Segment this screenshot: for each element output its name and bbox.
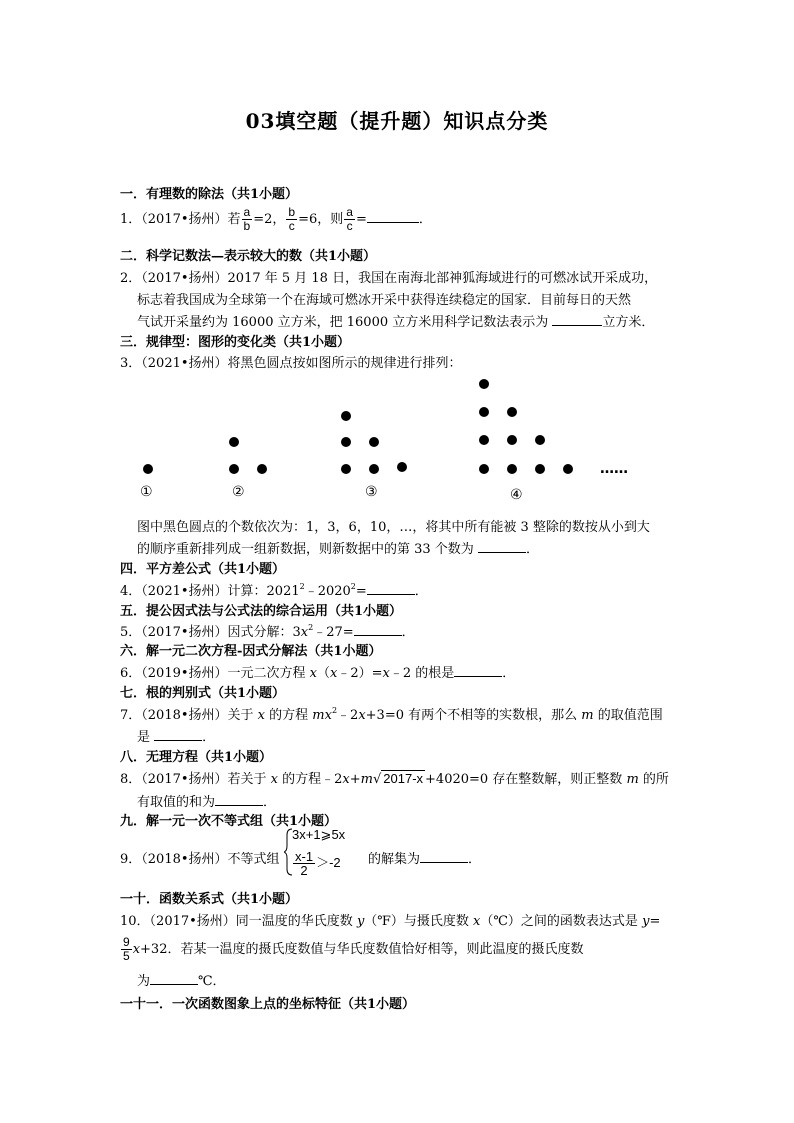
section-heading: 五．提公因式法与公式法的综合运用（共1小题） — [120, 604, 403, 619]
black-dot — [257, 464, 267, 474]
answer-blank[interactable] — [150, 972, 198, 985]
figure-label: ① — [140, 484, 153, 500]
page-title: 03填空题（提升题）知识点分类 — [245, 109, 549, 133]
black-dot — [369, 464, 379, 474]
black-dot — [479, 464, 489, 474]
black-dot — [535, 435, 545, 445]
black-dot — [507, 464, 517, 474]
section-heading: 一十．函数关系式（共1小题） — [120, 892, 299, 907]
black-dot — [479, 379, 489, 389]
black-dot — [341, 437, 351, 447]
answer-blank[interactable] — [552, 313, 602, 326]
inequality-row-1: 3x+1⩾5x — [292, 827, 346, 842]
figure-label: ③ — [365, 484, 378, 500]
question-4: 4．（2021•扬州）计算：$2021^2﹣2020^2=$ ． — [120, 582, 428, 599]
section-heading: 三．规律型：图形的变化类（共1小题） — [120, 335, 351, 350]
black-dot — [563, 464, 573, 474]
figure-label: ② — [232, 484, 245, 500]
square-root: √ 2017-x — [372, 771, 424, 787]
answer-blank[interactable] — [454, 664, 502, 677]
answer-blank[interactable] — [367, 582, 415, 595]
figure-label: ④ — [510, 487, 523, 503]
question-10-line-2: $\frac{9}{5}$ x+32．若某一温度的摄氏度数值与华氏度数值恰好相等，则此温度的摄氏度数 — [123, 935, 584, 963]
question-3-intro: 3．（2021•扬州）将黑色圆点按如图所示的规律进行排列： — [120, 356, 462, 371]
section-heading: 九．解一元一次不等式组（共1小题） — [120, 814, 338, 829]
black-dot — [479, 407, 489, 417]
question-2-line-2: 标志着我国成为全球第一个在海域可燃冰开采中获得连续稳定的国家．目前每日的天然 — [137, 293, 632, 308]
answer-blank[interactable] — [215, 793, 263, 806]
black-dot — [507, 435, 517, 445]
section-heading: 四．平方差公式（共1小题） — [120, 562, 286, 577]
question-9-suffix: 的解集为 ． — [368, 852, 482, 867]
black-dot — [229, 437, 239, 447]
black-dot — [143, 464, 153, 474]
black-dot — [341, 464, 351, 474]
question-5: 5．（2017•扬州）因式分解：$3x^2﹣27=$ ． — [120, 623, 415, 640]
section-heading: 一．有理数的除法（共1小题） — [120, 187, 299, 202]
question-3-text-2: 的顺序重新排列成一组新数据，则新数据中的第 33 个数为 ． — [137, 542, 539, 557]
dot-pattern-figure — [130, 370, 660, 505]
answer-blank[interactable] — [354, 623, 402, 636]
ellipsis-label: …… — [600, 461, 628, 477]
black-dot — [479, 435, 489, 445]
black-dot — [397, 462, 407, 472]
answer-blank[interactable] — [154, 728, 202, 741]
black-dot — [369, 437, 379, 447]
black-dot — [229, 464, 239, 474]
question-10-line-1: 10．（2017•扬州）同一温度的华氏度数 y（℉）与摄氏度数 x（℃）之间的函数表达式是 y= — [120, 914, 661, 929]
question-1: 1．（2017•扬州）若 $\frac{a}{b}$ =2， $\frac{b}{c}$ =6，则 $\frac{a}{c}$ = ． — [120, 205, 432, 233]
question-3-text-1: 图中黑色圆点的个数依次为：1，3，6，10，…，将其中所有能被 3 整除的数按从小到大 — [137, 520, 650, 535]
fraction-b-c: $\frac{b}{c}$ — [288, 205, 296, 233]
black-dot — [507, 407, 517, 417]
answer-blank[interactable] — [367, 210, 419, 223]
question-7-line-2: 是 ． — [137, 730, 216, 745]
question-8-line-1: 8．（2017•扬州）若关于 x 的方程﹣2x+m√ 2017-x +4020=0 存在整数解，则正整数 m 的所 — [120, 771, 669, 787]
section-heading: 八．无理方程（共1小题） — [120, 750, 273, 765]
answer-blank[interactable] — [420, 850, 468, 863]
fraction-a-c: $\frac{a}{c}$ — [346, 205, 353, 233]
inequality-row-2: $\frac{x-1}{2}$ ＞-2 — [295, 849, 341, 878]
section-heading: 二．科学记数法—表示较大的数（共1小题） — [120, 249, 377, 264]
question-6: 6．（2019•扬州）一元二次方程 x（x﹣2）=x﹣2 的根是 ． — [120, 666, 516, 681]
section-heading: 一十一．一次函数图象上点的坐标特征（共1小题） — [120, 997, 416, 1012]
question-2-line-1: 2．（2017•扬州）2017 年 5 月 18 日，我国在南海北部神狐海域进行的可燃冰试开采成功， — [120, 271, 658, 286]
question-2-line-3: 气试开采量约为 16000 立方米，把 16000 立方米用科学记数法表示为 立方米． — [137, 315, 655, 330]
section-heading: 六．解一元二次方程-因式分解法（共1小题） — [120, 644, 382, 659]
question-9-prefix: 9．（2018•扬州）不等式组 — [120, 852, 280, 867]
black-dot — [341, 411, 351, 421]
black-dot — [535, 464, 545, 474]
fraction-a-b: $\frac{a}{b}$ — [243, 205, 251, 233]
question-8-line-2: 有取值的和为 ． — [137, 795, 277, 810]
question-10-line-3: 为 ℃． — [137, 974, 226, 989]
answer-blank[interactable] — [478, 540, 526, 553]
question-7-line-1: 7．（2018•扬州）关于 x 的方程 $mx^2﹣2x+3=0$ 有两个不相等的实数根，那么 m 的取值范围 — [120, 706, 663, 723]
section-heading: 七．根的判别式（共1小题） — [120, 686, 286, 701]
